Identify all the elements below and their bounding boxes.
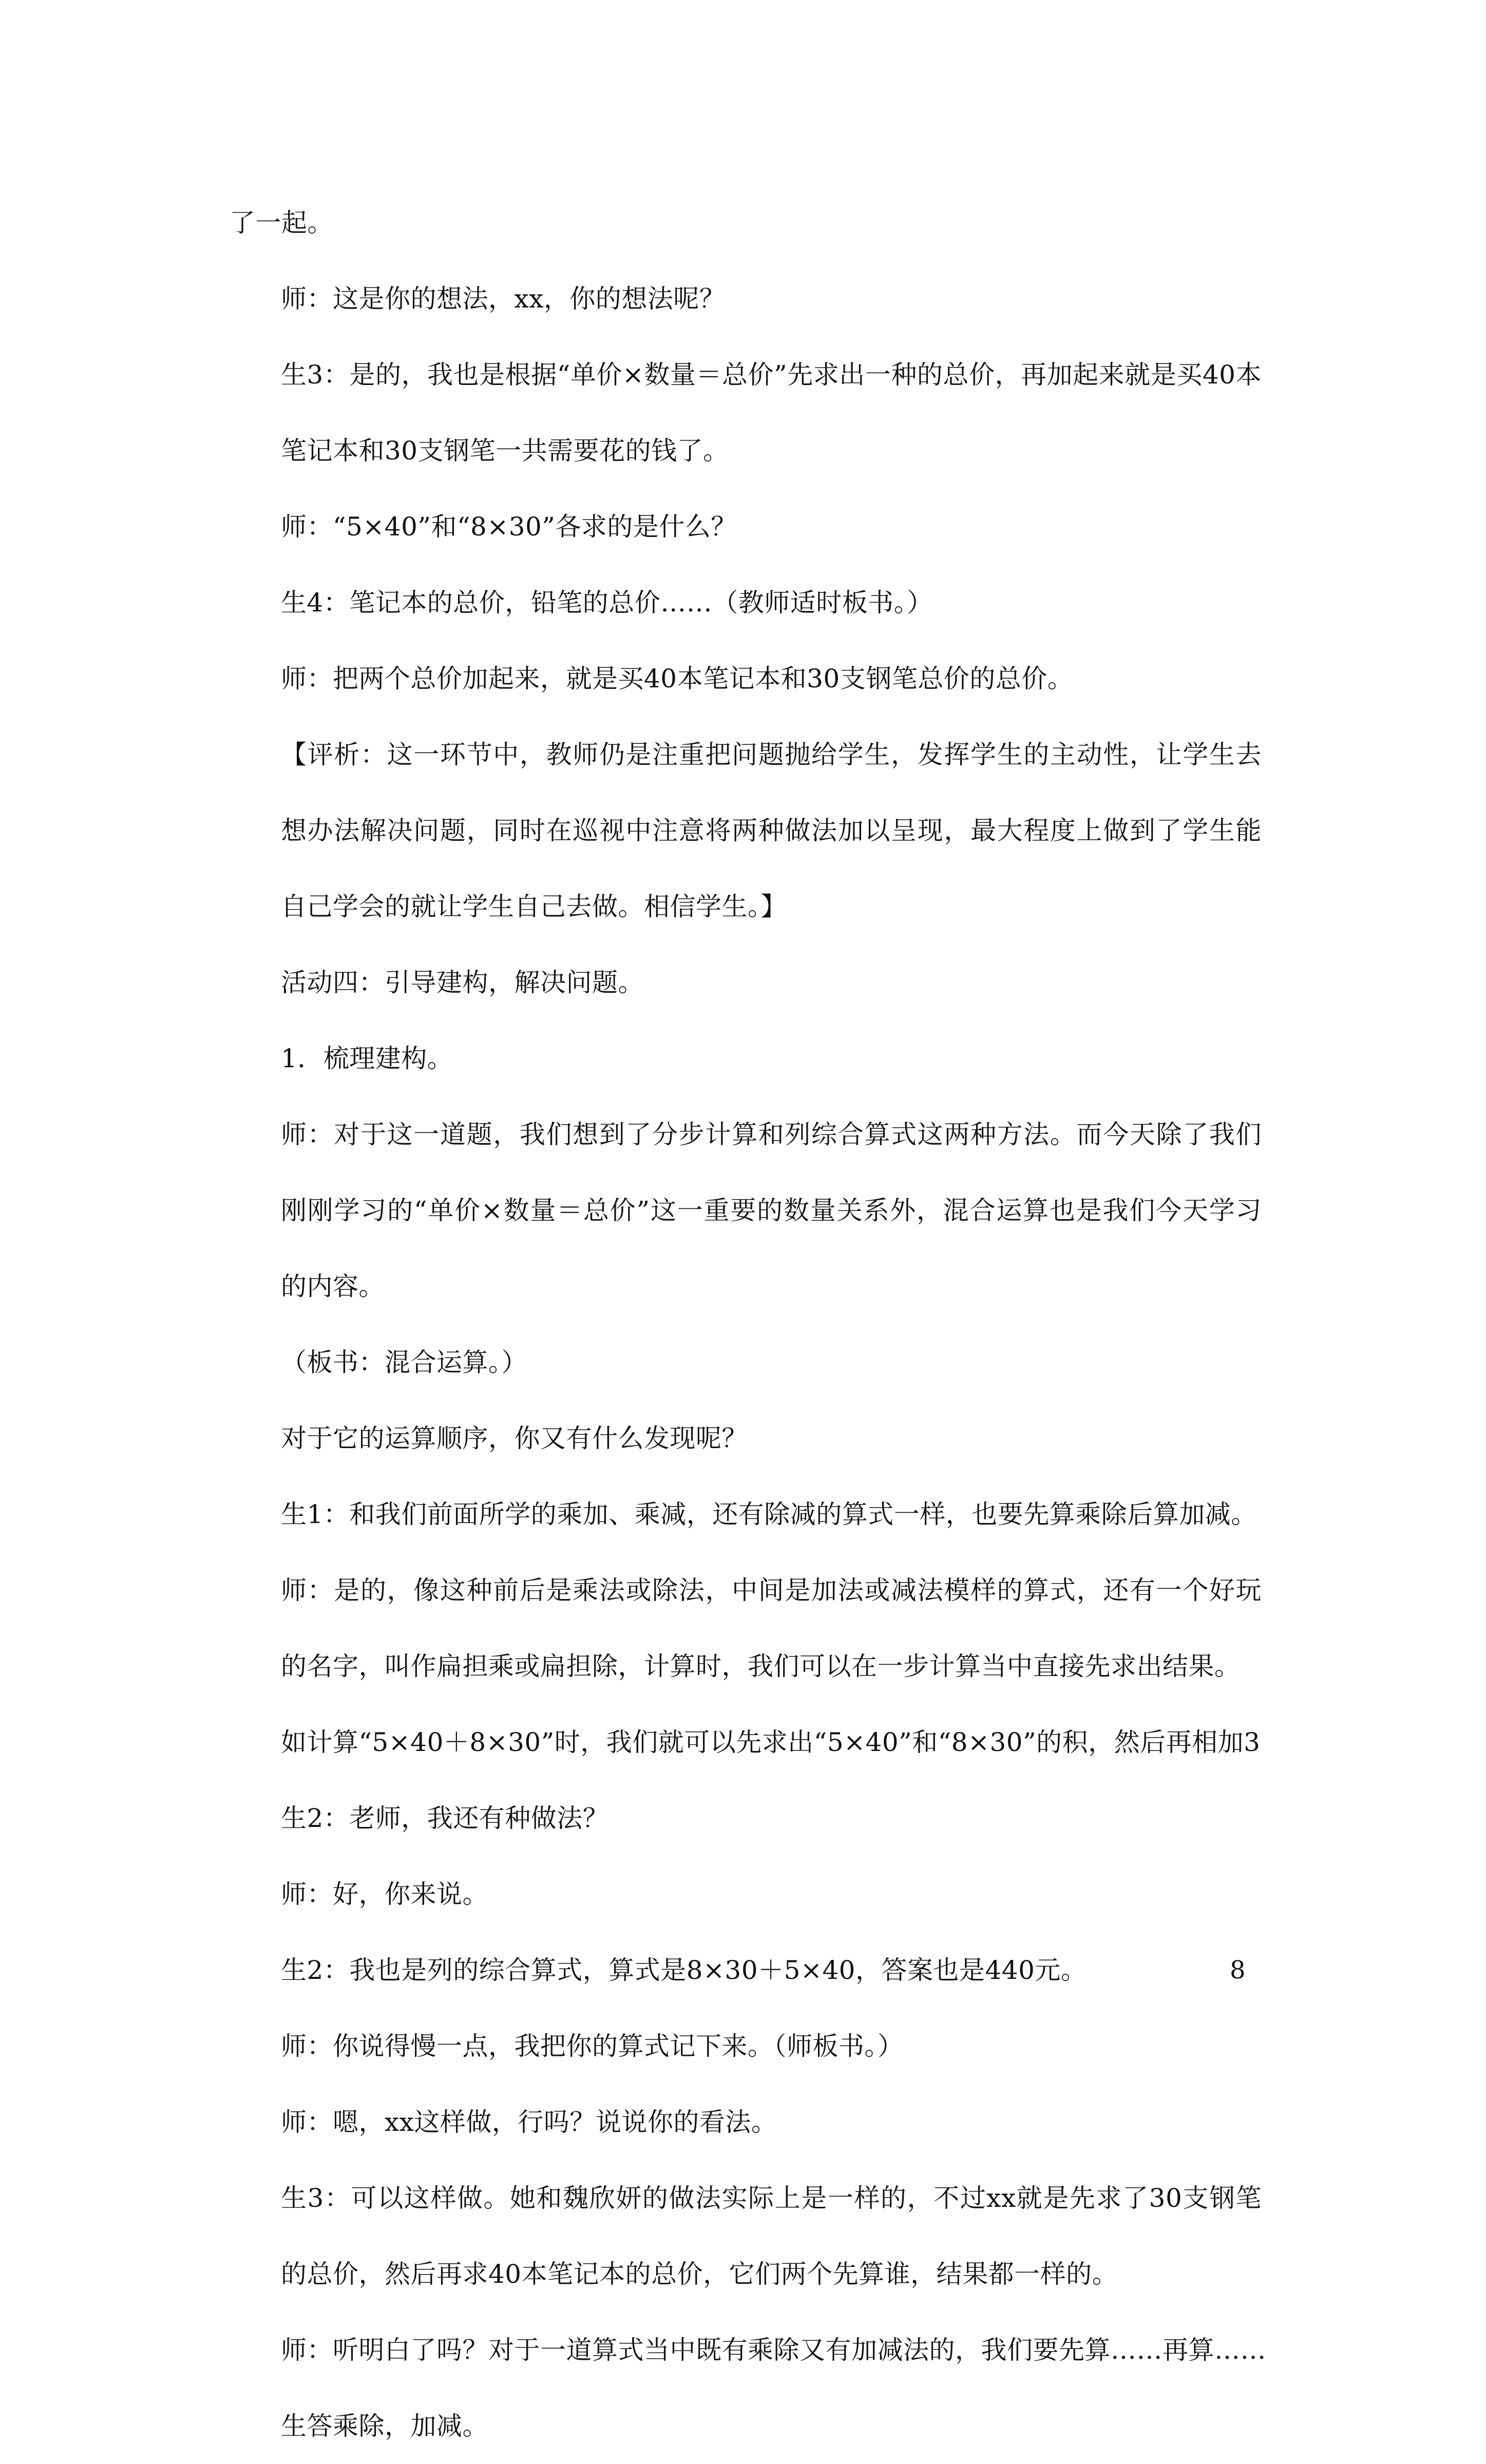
paragraph: 师：好，你来说。: [281, 1879, 488, 1909]
paragraph: 师：对于这一道题，我们想到了分步计算和列综合算式这两种方法。而今天除了我们刚刚学习的“单价×数量＝总价”这一重要的数量关系外，混合运算也是我们今天学习的内容。: [281, 1120, 1262, 1301]
paragraph: 师：这是你的想法，xx，你的想法呢？: [281, 284, 726, 314]
paragraph: 师：听明白了吗？对于一道算式当中既有乘除又有加减法的，我们要先算……再算……: [281, 2335, 1266, 2365]
paragraph: 生2：我也是列的综合算式，算式是8×30＋5×40，答案也是440元。: [281, 1955, 1087, 1985]
section-heading: 活动四：引导建构，解决问题。: [281, 968, 644, 997]
paragraph: 师：嗯，xx这样做，行吗？说说你的看法。: [281, 2107, 777, 2137]
paragraph: 师：“5×40”和“8×30”各求的是什么？: [281, 512, 737, 542]
commentary-paragraph: 【评析：这一环节中，教师仍是注重把问题抛给学生，发挥学生的主动性，让学生去想办法解决问题，同时在巡视中注意将两种做法加以呈现，最大程度上做到了学生能自己学会的就让学生自己去做。相信学生。】: [281, 740, 1262, 921]
paragraph: 生3：可以这样做。她和魏欣妍的做法实际上是一样的，不过xx就是先求了30支钢笔的总价，然后再求40本笔记本的总价，它们两个先算谁，结果都一样的。: [281, 2183, 1262, 2289]
paragraph: 生1：和我们前面所学的乘加、乘减，还有除减的算式一样，也要先算乘除后算加减。: [281, 1499, 1257, 1529]
paragraph: 师：你说得慢一点，我把你的算式记下来。（师板书。）: [281, 2031, 904, 2061]
paragraph: 了一起。: [230, 208, 333, 238]
paragraph: 如计算“5×40＋8×30”时，我们就可以先求出“5×40”和“8×30”的积，然后再相加3: [281, 1727, 1261, 1757]
document-body: [230, 185, 1266, 2464]
paragraph: 生2：老师，我还有种做法？: [281, 1803, 609, 1833]
subsection-heading: 1．梳理建构。: [281, 1044, 453, 1073]
paragraph: 生4：笔记本的总价，铅笔的总价……（教师适时板书。）: [281, 588, 933, 618]
paragraph: 生3：是的，我也是根据“单价×数量＝总价”先求出一种的总价，再加起来就是买40本笔记本和30支钢笔一共需要花的钱了。: [281, 360, 1262, 466]
paragraph: 对于它的运算顺序，你又有什么发现呢？: [281, 1423, 748, 1453]
paragraph: 师：把两个总价加起来，就是买40本笔记本和30支钢笔总价的总价。: [281, 664, 1074, 694]
page-number: 8: [1230, 1956, 1246, 1985]
paragraph: （板书：混合运算。）: [281, 1348, 527, 1377]
paragraph: 师：是的，像这种前后是乘法或除法，中间是加法或减法模样的算式，还有一个好玩的名字，叫作扁担乘或扁担除，计算时，我们可以在一步计算当中直接先求出结果。: [281, 1575, 1262, 1681]
paragraph: 生答乘除，加减。: [281, 2411, 488, 2441]
